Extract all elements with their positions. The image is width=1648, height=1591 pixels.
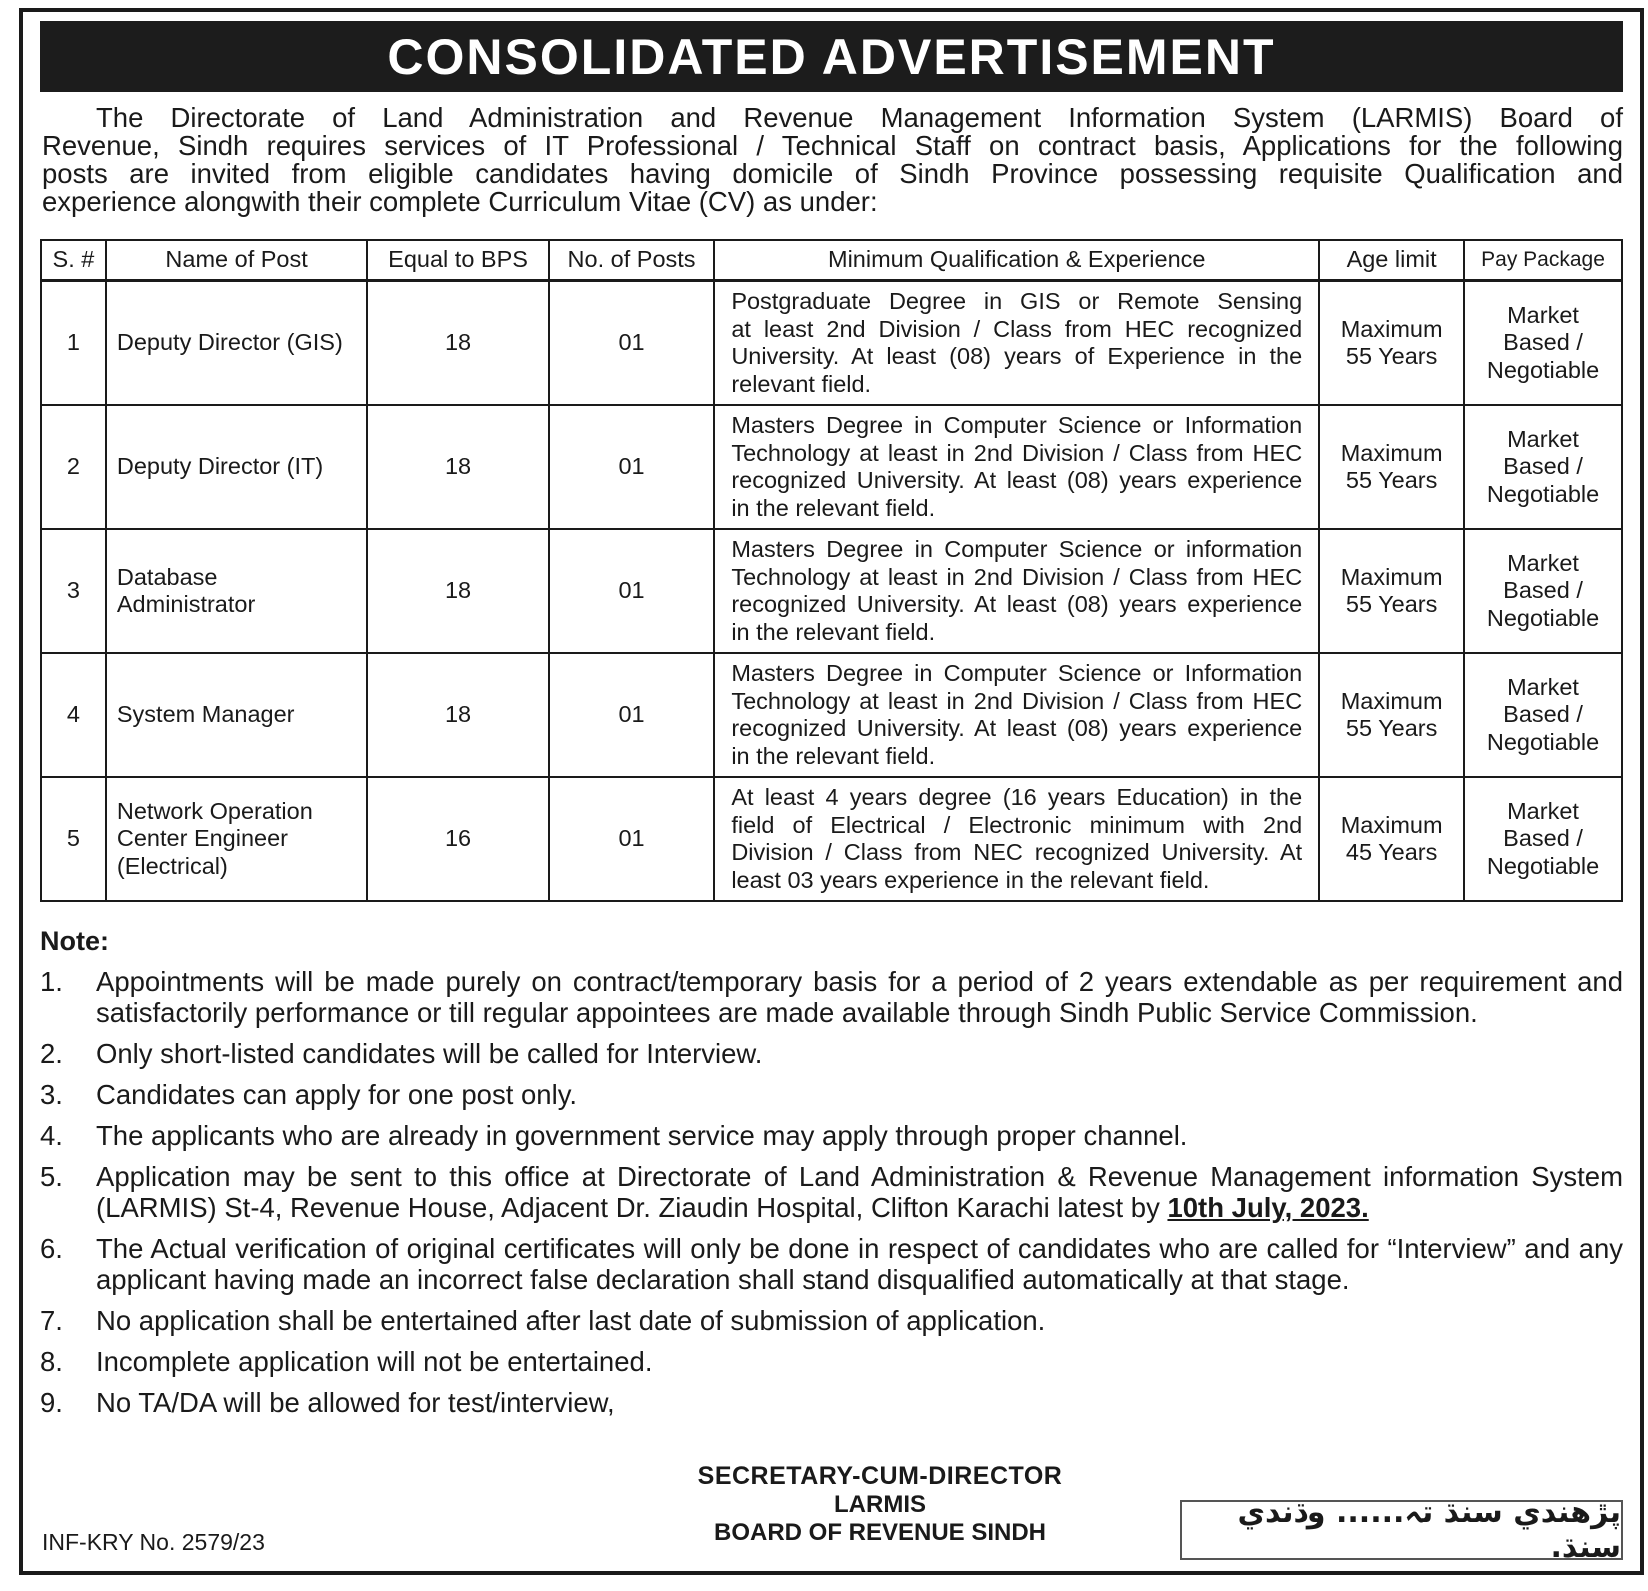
posts-count-cell: 01 xyxy=(549,281,715,406)
note-item xyxy=(40,1387,1623,1418)
qualification-cell xyxy=(714,281,1319,406)
intro-line: Revenue, Sindh requires services of IT Professional / Technical Staff on contract basis, Applications for the following xyxy=(42,130,1623,161)
qualification-line: Masters Degree in Computer Science or information xyxy=(731,536,1303,562)
note-number: 8. xyxy=(40,1346,63,1377)
age-limit-cell xyxy=(1319,529,1464,653)
column-header: No. of Posts xyxy=(549,240,715,281)
pay-package-line: Based / xyxy=(1503,825,1583,852)
reference-number: INF-KRY No. 2579/23 xyxy=(42,1529,265,1555)
age-limit-cell xyxy=(1319,653,1464,777)
pay-package-line: Based / xyxy=(1503,329,1583,356)
qualification-line: in the relevant field. xyxy=(731,618,936,645)
pay-package-line: Negotiable xyxy=(1486,480,1600,507)
pay-package-line: Market xyxy=(1507,673,1579,700)
pay-package-cell xyxy=(1464,281,1622,406)
note-number: 2. xyxy=(40,1038,63,1069)
serial-number-cell: 2 xyxy=(41,405,106,529)
qualification-cell xyxy=(714,653,1319,777)
qualification-line: Technology at least in 2nd Division / Class from HEC xyxy=(731,563,1303,590)
age-limit-line: 55 Years xyxy=(1345,715,1438,741)
qualification-line: recognized University. At least (08) years experience xyxy=(731,467,1303,493)
table-row xyxy=(41,777,1622,901)
qualification-cell xyxy=(714,529,1319,653)
qualification-cell xyxy=(714,405,1319,529)
note-text xyxy=(96,1387,1623,1418)
serial-number-cell: 1 xyxy=(41,281,106,406)
note-number: 1. xyxy=(40,966,63,997)
serial-number-cell: 5 xyxy=(41,777,106,901)
qualification-line: relevant field. xyxy=(731,370,872,397)
qualification-line: University. At least (08) years of Experience in the xyxy=(731,343,1303,369)
qualification-line: Technology at least in 2nd Division / Class from HEC xyxy=(731,687,1303,714)
table-row xyxy=(41,653,1622,777)
posts-count-cell: 01 xyxy=(549,653,715,777)
age-limit-cell xyxy=(1319,777,1464,901)
table-row xyxy=(41,281,1622,406)
posts-count-cell: 01 xyxy=(549,777,715,901)
posts-table xyxy=(40,239,1623,902)
note-item xyxy=(40,1233,1623,1295)
age-limit-line: Maximum xyxy=(1340,315,1443,342)
note-text-body: The Actual verification of original certificates will only be done in respect of candidates who are called for “Interview” and any applicant having made an incorrect false declaration shall stand disqualified automatically at that stage. xyxy=(96,1233,1623,1295)
note-number: 4. xyxy=(40,1120,63,1151)
advertisement-title: CONSOLIDATED ADVERTISEMENT xyxy=(40,21,1623,92)
age-limit-line: 55 Years xyxy=(1345,591,1438,617)
pay-package-cell xyxy=(1464,653,1622,777)
signature-office: LARMIS xyxy=(834,1490,926,1518)
sindhi-slogan-box: پڙهندي سنڌ تہ...... وڌندي سنڌ. xyxy=(1180,1500,1623,1560)
signature-title: SECRETARY-CUM-DIRECTOR xyxy=(697,1462,1063,1490)
pay-package-line: Market xyxy=(1507,797,1579,824)
note-text-body: Only short-listed candidates will be called for Interview. xyxy=(96,1038,763,1069)
age-limit-line: Maximum xyxy=(1340,439,1443,466)
note-text-body: Candidates can apply for one post only. xyxy=(96,1079,578,1110)
note-item xyxy=(40,966,1623,1028)
table-row xyxy=(41,529,1622,653)
table-row xyxy=(41,405,1622,529)
serial-number-cell: 3 xyxy=(41,529,106,653)
post-name-cell: Deputy Director (IT) xyxy=(106,405,367,529)
note-item xyxy=(40,1305,1623,1336)
intro-line: posts are invited from eligible candidates having domicile of Sindh Province possessing requisite Qualification and xyxy=(42,158,1623,189)
bps-cell: 18 xyxy=(367,281,548,406)
note-item xyxy=(40,1079,1623,1110)
bps-cell: 18 xyxy=(367,529,548,653)
signature-block xyxy=(560,1462,1200,1548)
age-limit-cell xyxy=(1319,405,1464,529)
pay-package-line: Negotiable xyxy=(1486,728,1600,755)
note-number: 5. xyxy=(40,1161,63,1192)
note-text xyxy=(96,1346,1623,1377)
pay-package-line: Negotiable xyxy=(1486,356,1600,383)
bps-cell: 18 xyxy=(367,653,548,777)
age-limit-line: 45 Years xyxy=(1345,839,1438,865)
note-text-body: Incomplete application will not be entertained. xyxy=(96,1346,653,1377)
pay-package-line: Negotiable xyxy=(1486,852,1600,879)
deadline-date: 10th July, 2023. xyxy=(1167,1192,1369,1223)
note-number: 9. xyxy=(40,1387,63,1418)
bps-cell: 18 xyxy=(367,405,548,529)
qualification-line: recognized University. At least (08) years experience xyxy=(731,591,1303,617)
pay-package-line: Based / xyxy=(1503,701,1583,728)
signature-department: BOARD OF REVENUE SINDH xyxy=(713,1519,1047,1546)
table-header-row xyxy=(41,240,1622,281)
intro-line: experience alongwith their complete Curriculum Vitae (CV) as under: xyxy=(42,186,878,217)
note-number: 7. xyxy=(40,1305,63,1336)
pay-package-line: Market xyxy=(1507,301,1579,328)
column-header: Minimum Qualification & Experience xyxy=(714,240,1319,281)
post-name-cell: Deputy Director (GIS) xyxy=(106,281,367,406)
pay-package-line: Market xyxy=(1507,549,1579,576)
column-header: Equal to BPS xyxy=(367,240,548,281)
note-text xyxy=(96,1305,1623,1336)
column-header: Age limit xyxy=(1319,240,1464,281)
pay-package-cell xyxy=(1464,777,1622,901)
age-limit-line: 55 Years xyxy=(1345,343,1438,369)
note-text-body: The applicants who are already in government service may apply through proper channel. xyxy=(96,1120,1188,1151)
age-limit-line: Maximum xyxy=(1340,687,1443,714)
note-item xyxy=(40,1038,1623,1069)
qualification-line: Postgraduate Degree in GIS or Remote Sensing xyxy=(731,288,1303,314)
note-text-body: No TA/DA will be allowed for test/interview, xyxy=(96,1387,615,1418)
note-text xyxy=(96,1079,1623,1110)
note-number: 6. xyxy=(40,1233,63,1264)
note-text xyxy=(96,1161,1623,1223)
column-header: S. # xyxy=(41,240,106,281)
qualification-line: in the relevant field. xyxy=(731,494,936,521)
note-text xyxy=(96,1120,1623,1151)
note-text xyxy=(96,1038,1623,1069)
column-header: Name of Post xyxy=(106,240,367,281)
intro-line: The Directorate of Land Administration and Revenue Management Information System (LARMIS) Board of xyxy=(96,102,1623,133)
note-text xyxy=(96,966,1623,1028)
qualification-line: at least 2nd Division / Class from HEC recognized xyxy=(731,315,1303,342)
bps-cell: 16 xyxy=(367,777,548,901)
age-limit-line: Maximum xyxy=(1340,811,1443,838)
pay-package-cell xyxy=(1464,529,1622,653)
qualification-line: in the relevant field. xyxy=(731,742,936,769)
qualification-line: Division / Class from NEC recognized University. At xyxy=(731,839,1303,865)
post-name-cell: Network Operation Center Engineer (Electrical) xyxy=(106,777,367,901)
note-item xyxy=(40,1346,1623,1377)
age-limit-line: Maximum xyxy=(1340,563,1443,590)
note-heading: Note: xyxy=(40,926,109,956)
posts-count-cell: 01 xyxy=(549,529,715,653)
note-text xyxy=(96,1233,1623,1295)
qualification-line: Masters Degree in Computer Science or Information xyxy=(731,660,1303,686)
column-header: Pay Package xyxy=(1464,240,1622,281)
serial-number-cell: 4 xyxy=(41,653,106,777)
post-name-cell: System Manager xyxy=(106,653,367,777)
note-text-body: Application may be sent to this office at Directorate of Land Administration & Revenue Management information System (LARMIS) St-4, Revenue House, Adjacent Dr. Ziaudin Hospital, Clifton Karachi latest by xyxy=(96,1161,1623,1223)
qualification-cell xyxy=(714,777,1319,901)
qualification-line: At least 4 years degree (16 years Education) in the xyxy=(731,784,1303,810)
pay-package-line: Negotiable xyxy=(1486,604,1600,631)
qualification-line: Masters Degree in Computer Science or Information xyxy=(731,412,1303,438)
qualification-line: recognized University. At least (08) years experience xyxy=(731,715,1303,741)
pay-package-cell xyxy=(1464,405,1622,529)
qualification-line: Technology at least in 2nd Division / Class from HEC xyxy=(731,439,1303,466)
note-item xyxy=(40,1161,1623,1223)
qualification-line: field of Electrical / Electronic minimum with 2nd xyxy=(731,811,1303,838)
pay-package-line: Based / xyxy=(1503,453,1583,480)
note-item xyxy=(40,1120,1623,1151)
intro-paragraph xyxy=(42,104,1623,216)
note-text-body: Appointments will be made purely on contract/temporary basis for a period of 2 years extendable as per requirement and satisfactorily performance or till regular appointees are made available through Sindh Public Service Commission. xyxy=(96,966,1623,1028)
age-limit-cell xyxy=(1319,281,1464,406)
note-number: 3. xyxy=(40,1079,63,1110)
qualification-line: least 03 years experience in the relevant field. xyxy=(731,866,1210,893)
age-limit-line: 55 Years xyxy=(1345,467,1438,493)
posts-count-cell: 01 xyxy=(549,405,715,529)
note-text-body: No application shall be entertained after last date of submission of application. xyxy=(96,1305,1046,1336)
pay-package-line: Market xyxy=(1507,425,1579,452)
notes-list xyxy=(40,966,1623,1428)
pay-package-line: Based / xyxy=(1503,577,1583,604)
post-name-cell: Database Administrator xyxy=(106,529,367,653)
